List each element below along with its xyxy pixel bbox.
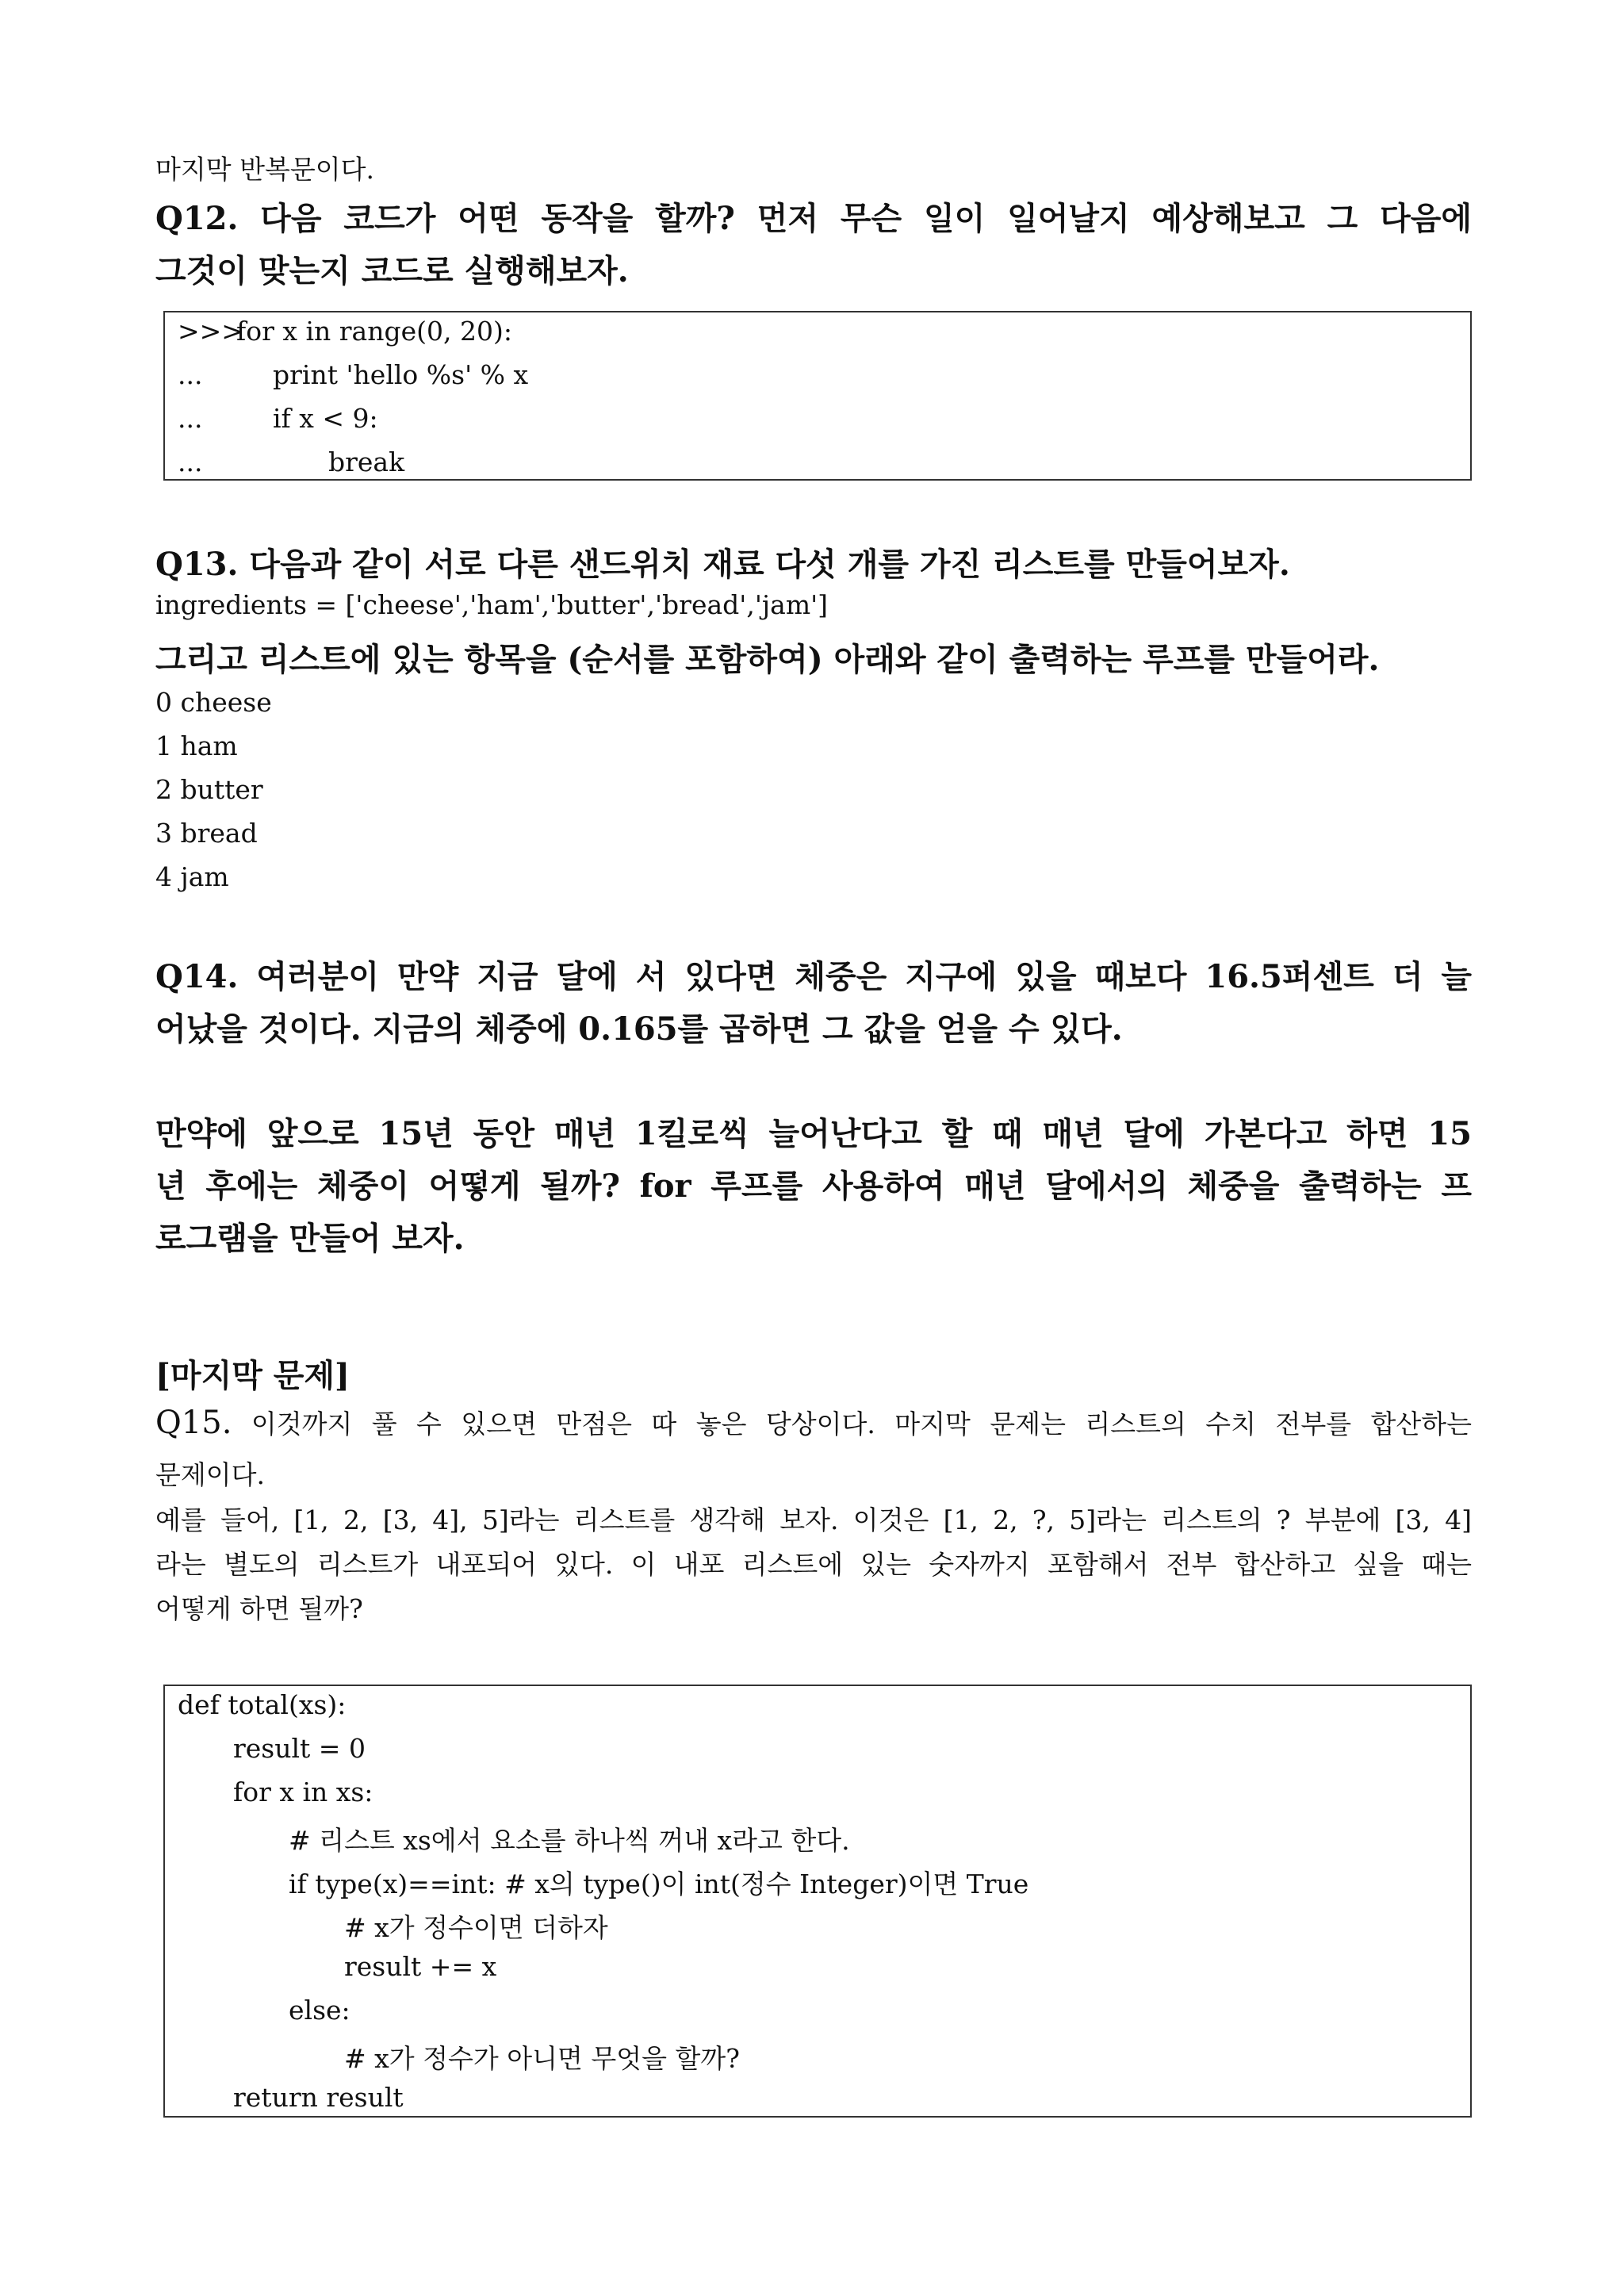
code-line: for x in range(0, 20): bbox=[236, 316, 512, 347]
q13-output-line: 4 jam bbox=[155, 861, 229, 892]
code-prompt: ... bbox=[178, 359, 203, 390]
q13-output-line: 0 cheese bbox=[155, 687, 272, 718]
code-line: if x < 9: bbox=[273, 403, 378, 434]
code-line: # x가 정수이면 더하자 bbox=[344, 1912, 608, 1943]
q13-code-line: ingredients = ['cheese','ham','butter','bread','jam'] bbox=[155, 589, 829, 620]
code-line: # 리스트 xs에서 요소를 하나씩 꺼내 x라고 한다. bbox=[289, 1825, 850, 1856]
code-prompt: >>> bbox=[178, 316, 243, 347]
final-problem-heading: [마지막 문제] bbox=[155, 1357, 350, 1394]
q15-line-1 bbox=[155, 1404, 1472, 1441]
q15-text-1: 이것까지 풀 수 있으면 만점은 따 놓은 당상이다. 마지막 문제는 리스트의 수치 전부를 합산하는 bbox=[251, 1409, 1472, 1439]
q15-code-box bbox=[163, 1685, 1472, 2118]
code-line: if type(x)==int: # x의 type()이 int(정수 Integer)이면 True bbox=[289, 1869, 1029, 1899]
code-line: print 'hello %s' % x bbox=[273, 359, 529, 390]
q15-line-2: 문제이다. bbox=[155, 1459, 266, 1490]
q13-instruction: 그리고 리스트에 있는 항목을 (순서를 포함하여) 아래와 같이 출력하는 루프를 만들어라. bbox=[155, 641, 1380, 678]
code-prompt: ... bbox=[178, 403, 203, 434]
q13-title: Q13. 다음과 같이 서로 다른 샌드위치 재료 다섯 개를 가진 리스트를 만들어보자. bbox=[155, 546, 1290, 583]
q14-paragraph-2-line-1: 만약에 앞으로 15년 동안 매년 1킬로씩 늘어난다고 할 때 매년 달에 가본다고 하면 15 bbox=[155, 1115, 1472, 1152]
q13-output-line: 2 butter bbox=[155, 774, 263, 805]
q13-output-line: 3 bread bbox=[155, 818, 258, 849]
code-line: # x가 정수가 아니면 무엇을 할까? bbox=[344, 2043, 740, 2074]
q13-output-line: 1 ham bbox=[155, 730, 238, 761]
code-prompt: ... bbox=[178, 447, 203, 477]
code-line: break bbox=[328, 447, 405, 477]
code-line: else: bbox=[289, 1995, 350, 2026]
code-line: result += x bbox=[344, 1951, 497, 1982]
q14-paragraph-2-line-2: 년 후에는 체중이 어떻게 될까? for 루프를 사용하여 매년 달에서의 체중을 출력하는 프 bbox=[155, 1167, 1472, 1205]
q12-title-line-2: 그것이 맞는지 코드로 실행해보자. bbox=[155, 252, 629, 289]
q15-example-line-3: 어떻게 하면 될까? bbox=[155, 1593, 363, 1624]
q14-paragraph-1-line-2: 어났을 것이다. 지금의 체중에 0.165를 곱하면 그 값을 얻을 수 있다. bbox=[155, 1010, 1123, 1048]
q14-paragraph-2-line-3: 로그램을 만들어 보자. bbox=[155, 1220, 465, 1257]
q12-code-box bbox=[163, 311, 1472, 481]
code-line: result = 0 bbox=[233, 1733, 366, 1764]
q15-example-line-2: 라는 별도의 리스트가 내포되어 있다. 이 내포 리스트에 있는 숫자까지 포함해서 전부 합산하고 싶을 때는 bbox=[155, 1549, 1472, 1580]
q14-paragraph-1-line-1: Q14. 여러분이 만약 지금 달에 서 있다면 체중은 지구에 있을 때보다 16.5퍼센트 더 늘 bbox=[155, 958, 1472, 995]
q15-example-line-1: 예를 들어, [1, 2, [3, 4], 5]라는 리스트를 생각해 보자. 이것은 [1, 2, ?, 5]라는 리스트의 ? 부분에 [3, 4] bbox=[155, 1504, 1472, 1535]
code-line: def total(xs): bbox=[178, 1689, 347, 1720]
q12-title-line-1: Q12. 다음 코드가 어떤 동작을 할까? 먼저 무슨 일이 일어날지 예상해보고 그 다음에 bbox=[155, 200, 1472, 237]
intro-tail-text: 마지막 반복문이다. bbox=[155, 154, 375, 185]
code-line: return result bbox=[233, 2082, 404, 2113]
q15-label: Q15. bbox=[155, 1405, 232, 1441]
code-line: for x in xs: bbox=[233, 1777, 373, 1807]
